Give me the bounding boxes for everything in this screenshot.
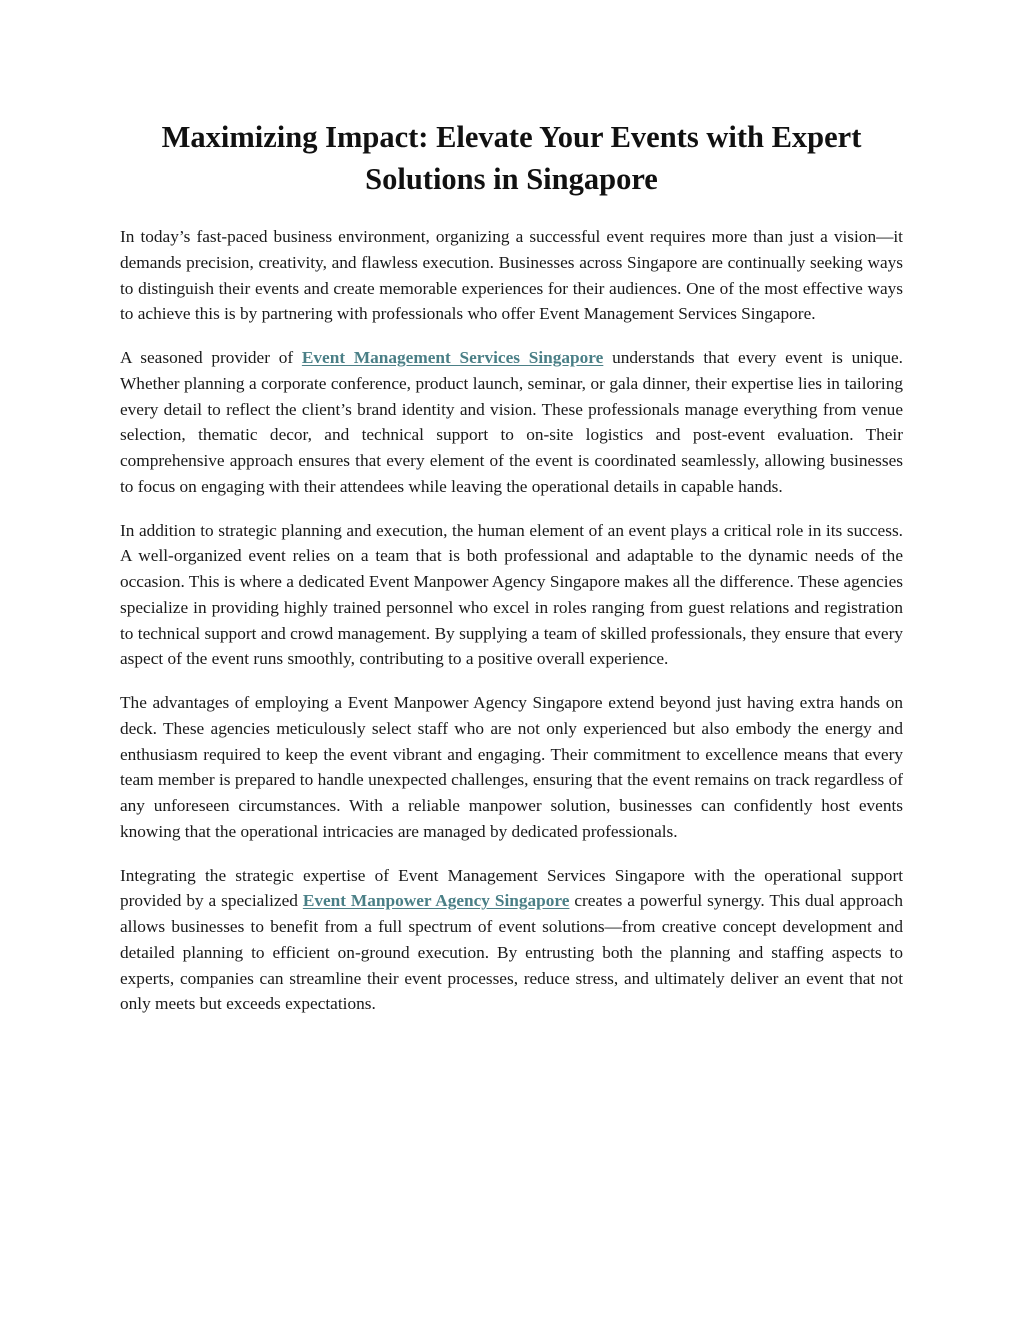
- paragraph-text: A seasoned provider of: [120, 348, 302, 367]
- paragraph-advantages: The advantages of employing a Event Manpower Agency Singapore extend beyond just having extra hands on deck. These agencies meticulously select staff who are not only experienced but also embody the energy and enthusiasm required to keep the event vibrant and engaging. Their commitment to excellence means that every team member is prepared to handle unexpected challenges, ensuring that the event remains on track regardless of any unforeseen circumstances. With a reliable manpower solution, businesses can confidently host events knowing that the operational intricacies are managed by dedicated professionals.: [120, 693, 903, 841]
- document-page: [120, 116, 903, 1035]
- paragraph-event-management: [120, 345, 903, 500]
- document-title: Maximizing Impact: Elevate Your Events with Expert Solutions in Singapore: [161, 120, 862, 196]
- paragraph-integrating: [120, 863, 903, 1018]
- paragraph-human-element: In addition to strategic planning and execution, the human element of an event plays a critical role in its success. A well-organized event relies on a team that is both professional and adaptable to the dynamic needs of the occasion. This is where a dedicated Event Manpower Agency Singapore makes all the difference. These agencies specialize in providing highly trained personnel who excel in roles ranging from guest relations and registration to technical support and crowd management. By supplying a team of skilled professionals, they ensure that every aspect of the event runs smoothly, contributing to a positive overall experience.: [120, 520, 903, 669]
- paragraph-text: understands that every event is unique. Whether planning a corporate conference, product launch, seminar, or gala dinner, their expertise lies in tailoring every detail to reflect the client’s brand identity and vision. These professionals manage everything from venue selection, thematic decor, and technical support to on-site logistics and post-event evaluation. Their comprehensive approach ensures that every element of the event is coordinated seamlessly, allowing businesses to focus on engaging with their attendees while leaving the operational details in capable hands.: [120, 348, 903, 496]
- paragraph-intro: In today’s fast-paced business environment, organizing a successful event requires more than just a vision—it demands precision, creativity, and flawless execution. Businesses across Singapore are continually seeking ways to distinguish their events and create memorable experiences for their audiences. One of the most effective ways to achieve this is by partnering with professionals who offer Event Management Services Singapore.: [120, 227, 903, 324]
- event-management-services-link[interactable]: Event Management Services Singapore: [301, 348, 604, 367]
- paragraph-text: creates a powerful synergy. This dual approach allows businesses to benefit from a full spectrum of event solutions—from creative concept development and detailed planning to efficient on-ground execution. By entrusting both the planning and staffing aspects to experts, companies can streamline their event processes, reduce stress, and ultimately deliver an event that not only meets but exceeds expectations.: [120, 891, 903, 1014]
- paragraph-text: Integrating the strategic expertise of Event Management Services Singapore with the operational support provided by a specialized: [120, 865, 903, 911]
- event-manpower-agency-link[interactable]: Event Manpower Agency Singapore: [302, 891, 570, 911]
